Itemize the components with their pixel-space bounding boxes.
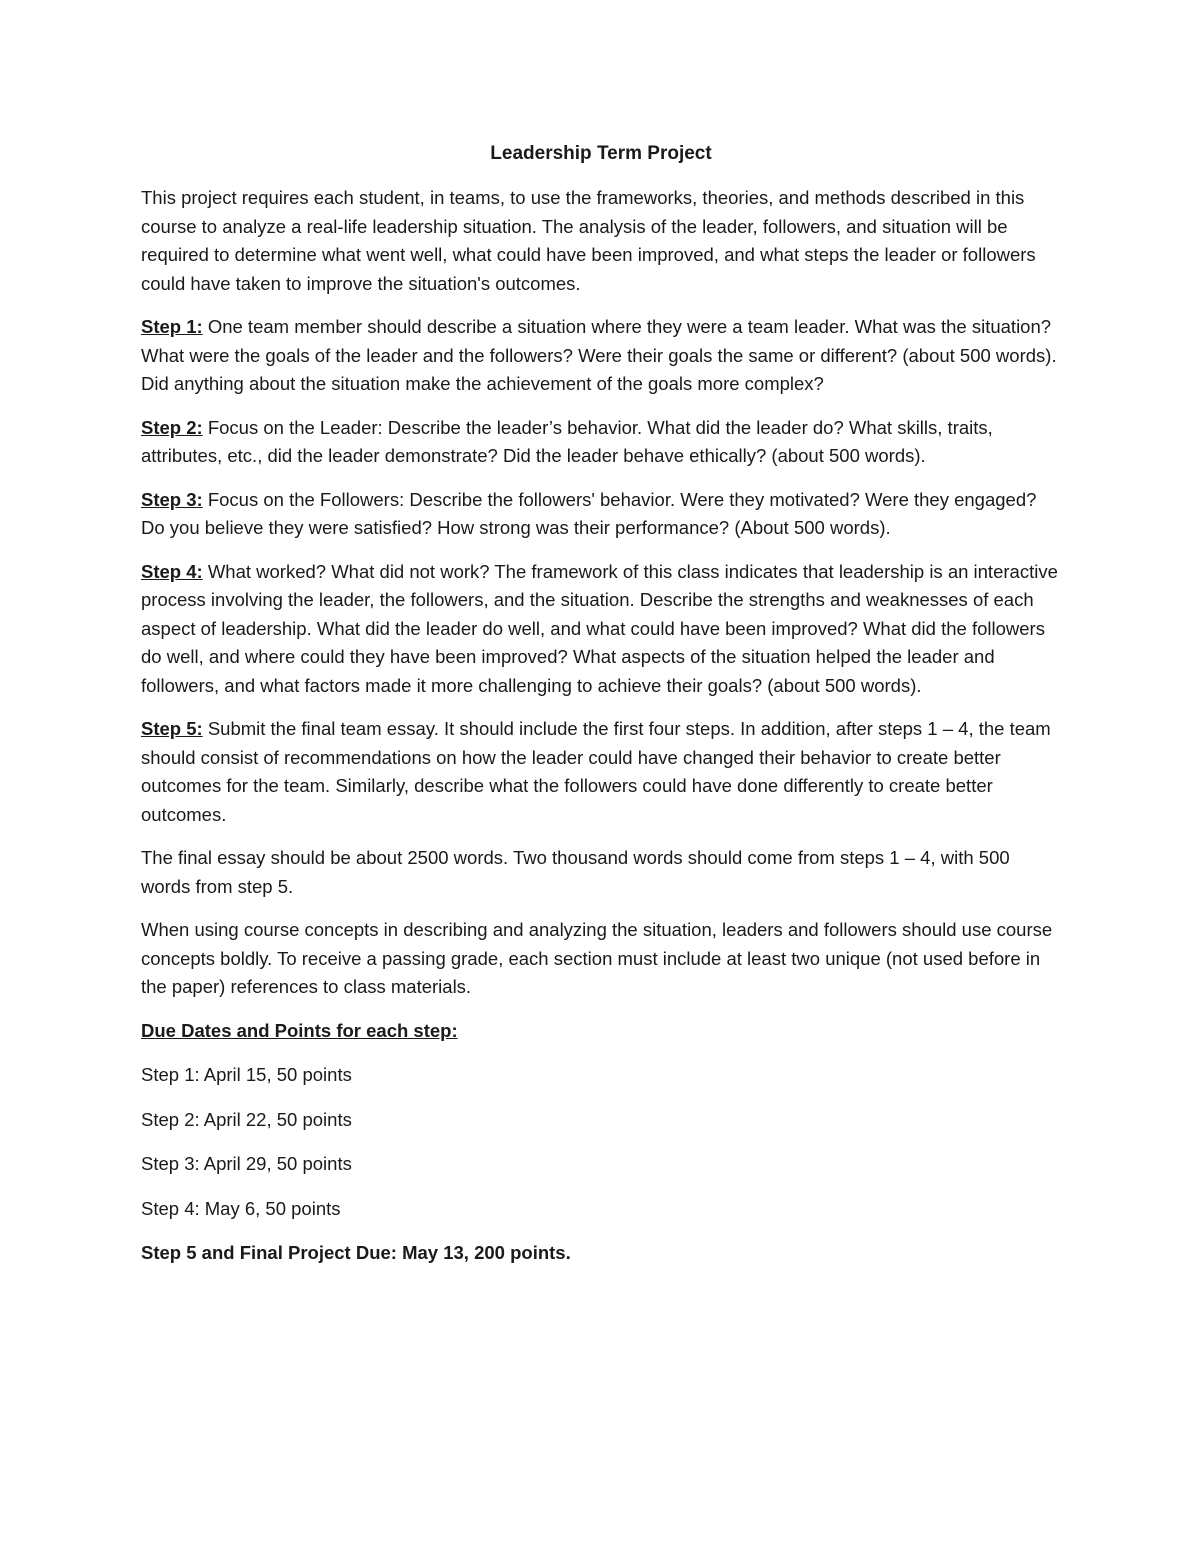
step-3-text: Focus on the Followers: Describe the followers' behavior. Were they motivated? Were they engaged? Do you believe they were satisfied? How strong was their performance? (About 500 words). bbox=[141, 488, 1037, 538]
step-1-paragraph bbox=[141, 313, 1061, 399]
step-5-paragraph bbox=[141, 715, 1061, 829]
step-1-label: Step 1: bbox=[141, 316, 203, 337]
step-1-text: One team member should describe a situation where they were a team leader. What was the situation? What were the goals of the leader and the followers? Were their goals the same or different? (about 500 words). Did anything about the situation make the achievement of the goals more complex? bbox=[141, 316, 1057, 394]
step-4-label: Step 4: bbox=[141, 560, 203, 582]
step-3-paragraph bbox=[141, 486, 1061, 543]
step-2-label: Step 2: bbox=[141, 416, 203, 438]
step-3-label: Step 3: bbox=[141, 488, 203, 510]
due-item-step-1: Step 1: April 15, 50 points bbox=[141, 1064, 352, 1085]
step-5-text: Submit the final team essay. It should include the first four steps. In addition, after steps 1 – 4, the team should consist of recommendations on how the leader could have changed their behavior to create better outcomes for the team. Similarly, describe what the followers could have done differently to create better outcomes. bbox=[141, 718, 1051, 825]
due-item-step-2: Step 2: April 22, 50 points bbox=[141, 1108, 352, 1130]
step-2-text: Focus on the Leader: Describe the leader’s behavior. What did the leader do? What skills, traits, attributes, etc., did the leader demonstrate? Did the leader behave ethically? (about 500 words). bbox=[141, 416, 993, 466]
due-item-step-4: Step 4: May 6, 50 points bbox=[141, 1197, 341, 1219]
document-page bbox=[141, 140, 1061, 1268]
step-4-paragraph bbox=[141, 558, 1061, 701]
due-dates-heading: Due Dates and Points for each step: bbox=[141, 1019, 458, 1041]
step-5-label: Step 5: bbox=[141, 718, 203, 739]
step-2-paragraph bbox=[141, 414, 1061, 471]
intro-paragraph: This project requires each student, in teams, to use the frameworks, theories, and methods described in this course to analyze a real-life leadership situation. The analysis of the leader, followers, and situation will be required to determine what went well, what could have been improved, and what steps the leader or followers could have taken to improve the situation's outcomes. bbox=[141, 187, 1036, 294]
due-item-step-3: Step 3: April 29, 50 points bbox=[141, 1153, 352, 1174]
final-project-due: Step 5 and Final Project Due: May 13, 200 points. bbox=[141, 1242, 571, 1263]
step-4-text: What worked? What did not work? The framework of this class indicates that leadership is an interactive process involving the leader, the followers, and the situation. Describe the strengths and weaknesses of each aspect of leadership. What did the leader do well, and what could have been improved? What did the followers do well, and where could they have been improved? What aspects of the situation helped the leader and followers, and what factors made it more challenging to achieve their goals? (about 500 words). bbox=[141, 560, 1058, 696]
final-essay-paragraph: The final essay should be about 2500 words. Two thousand words should come from steps 1 – 4, with 500 words from step 5. bbox=[141, 847, 1010, 897]
course-concepts-paragraph: When using course concepts in describing and analyzing the situation, leaders and followers should use course concepts boldly. To receive a passing grade, each section must include at least two unique (not used before in the paper) references to class materials. bbox=[141, 919, 1053, 997]
document-title: Leadership Term Project bbox=[490, 143, 712, 164]
